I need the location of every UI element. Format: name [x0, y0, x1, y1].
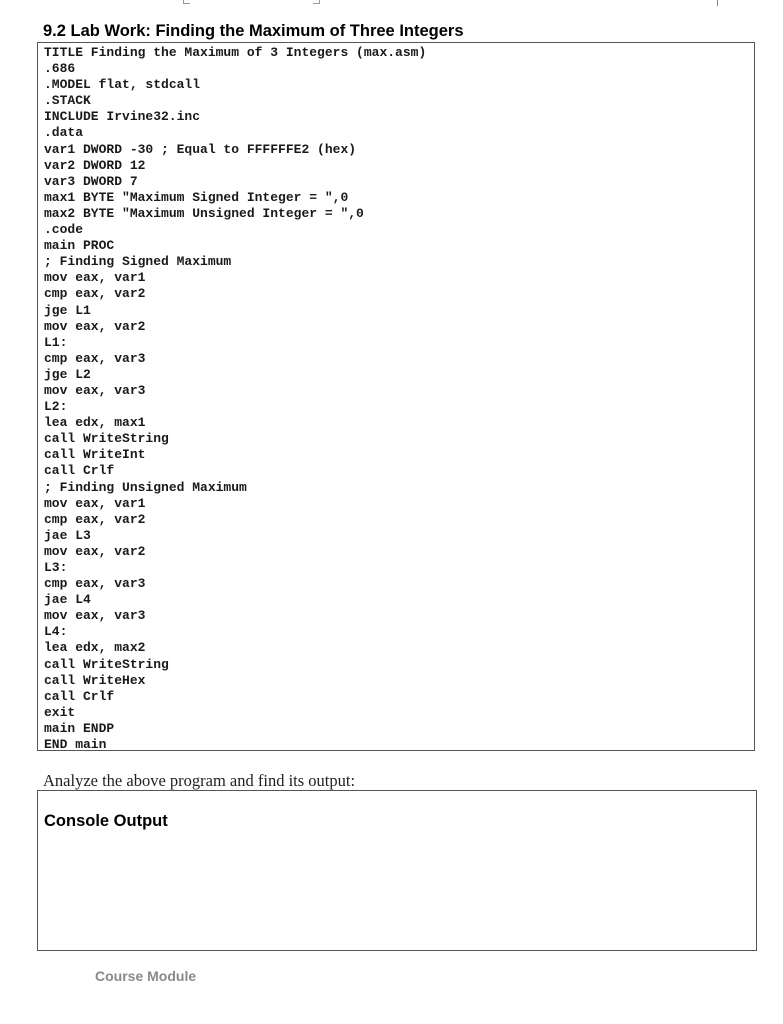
code-line: call Crlf: [44, 688, 115, 704]
code-line: mov eax, var3: [44, 382, 146, 398]
code-line: lea edx, max1: [44, 415, 146, 431]
header-bracket-left: [183, 0, 190, 4]
code-line: jge L2: [44, 366, 91, 382]
footer-label: Course Module: [95, 968, 197, 984]
code-line: mov eax, var2: [44, 543, 146, 559]
code-line: jge L1: [44, 302, 91, 318]
code-line: call Crlf: [44, 463, 115, 479]
code-line: mov eax, var1: [44, 270, 146, 286]
code-line: mov eax, var1: [44, 495, 146, 511]
code-line: mov eax, var2: [44, 318, 146, 334]
instruction-text: Analyze the above program and find its output:: [43, 771, 356, 790]
code-line: cmp eax, var2: [44, 286, 146, 302]
code-line: mov eax, var3: [44, 608, 146, 624]
section-heading: 9.2 Lab Work: Finding the Maximum of Three Integers: [43, 22, 464, 40]
code-line: lea edx, max2: [44, 640, 146, 656]
code-line: max1 BYTE "Maximum Signed Integer = ",0: [44, 189, 349, 205]
code-line: .data: [44, 125, 84, 141]
code-line: L2:: [44, 399, 68, 415]
code-line: max2 BYTE "Maximum Unsigned Integer = ",0: [44, 205, 364, 221]
code-line: cmp eax, var2: [44, 511, 146, 527]
code-line: .code: [44, 222, 84, 238]
header-remnant: [0, 0, 783, 12]
code-line: var3 DWORD 7: [44, 173, 138, 189]
code-line: main PROC: [44, 238, 115, 254]
code-line: jae L4: [44, 592, 91, 608]
code-line: ; Finding Signed Maximum: [44, 254, 232, 270]
code-line: call WriteHex: [44, 672, 146, 688]
code-line: L4:: [44, 624, 68, 640]
code-line: exit: [44, 704, 76, 720]
code-line: .MODEL flat, stdcall: [44, 77, 201, 93]
code-line: cmp eax, var3: [44, 350, 146, 366]
code-line: jae L3: [44, 527, 91, 543]
code-line: var1 DWORD -30 ; Equal to FFFFFFE2 (hex): [44, 141, 357, 157]
header-bracket-right: [313, 0, 320, 4]
code-line: TITLE Finding the Maximum of 3 Integers (max.asm): [44, 45, 427, 60]
console-output-title: Console Output: [44, 812, 168, 830]
code-line: INCLUDE Irvine32.inc: [44, 109, 201, 125]
code-line: .686: [44, 61, 76, 77]
code-line: call WriteInt: [44, 447, 146, 463]
console-output-box: [37, 790, 757, 951]
code-line: END main: [44, 737, 107, 753]
code-line: cmp eax, var3: [44, 576, 146, 592]
code-line: L1:: [44, 334, 68, 350]
code-line: L3:: [44, 560, 68, 575]
code-line: call WriteString: [44, 656, 169, 672]
code-line: ; Finding Unsigned Maximum: [44, 479, 247, 495]
code-line: main ENDP: [44, 720, 115, 736]
header-tick: [717, 0, 718, 6]
code-line: .STACK: [44, 93, 91, 109]
code-line: call WriteString: [44, 431, 169, 447]
code-line: var2 DWORD 12: [44, 157, 146, 173]
code-listing: [37, 42, 755, 751]
